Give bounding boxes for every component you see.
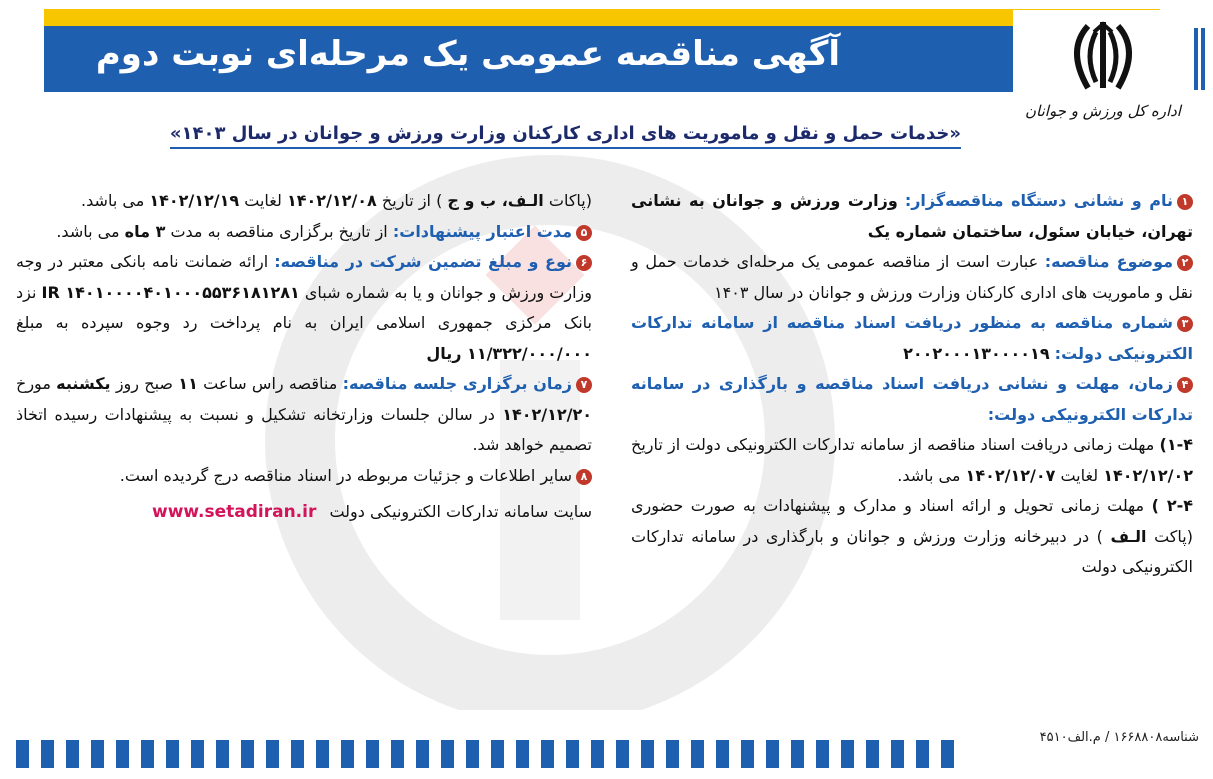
- section-5-heading: مدت اعتبار پیشنهادات:: [392, 221, 572, 241]
- footer-bar: [466, 740, 479, 768]
- footer-identifier: شناسه۱۶۶۸۸۰۸ / م.الف۴۵۱۰: [1039, 730, 1199, 745]
- section-4-2-start-date: ۱۴۰۲/۱۲/۰۸: [287, 191, 377, 210]
- validity-period: ۳ ماه: [124, 221, 166, 241]
- footer-bar: [341, 740, 354, 768]
- meeting-day: یکشنبه: [56, 374, 111, 393]
- footer-bar: [941, 740, 954, 768]
- footer-bar: [66, 740, 79, 768]
- footer-bar: [91, 740, 104, 768]
- section-4-heading: زمان، مهلت و نشانی دریافت اسناد مناقصه و بارگذاری در سامانه تدارکات الکترونیکی دولت:: [631, 374, 1193, 424]
- section-5: [16, 217, 592, 248]
- footer-bar: [366, 740, 379, 768]
- section-1-body: وزارت ورزش و جوانان به نشانی تهران، خیابان سئول، ساختمان شماره یک: [631, 191, 1193, 241]
- footer-bar: [866, 740, 879, 768]
- section-3-number: ۳: [1177, 316, 1193, 332]
- notice-title: آگهی مناقصه عمومی یک مرحله‌ای نوبت دوم: [95, 34, 840, 74]
- section-2-heading: موضوع مناقصه:: [1044, 252, 1174, 271]
- footer-bar: [391, 740, 404, 768]
- section-4-2-label: ۲-۴ ): [1151, 496, 1193, 515]
- header-yellow-strip: [44, 9, 1160, 26]
- footer-decorative-bars: [16, 740, 976, 768]
- right-column: [631, 186, 1193, 583]
- emblem-box: [1013, 10, 1193, 128]
- section-2-number: ۲: [1177, 255, 1193, 271]
- section-4-2: [631, 491, 1193, 583]
- footer-bar: [241, 740, 254, 768]
- footer-bar: [841, 740, 854, 768]
- guarantee-amount: ۱۱/۳۲۲/۰۰۰/۰۰۰ ریال: [426, 343, 592, 363]
- section-4-1-start-date: ۱۴۰۲/۱۲/۰۲: [1103, 465, 1193, 485]
- section-4-2-envelopes: الـف، ب و ج: [447, 191, 544, 210]
- meeting-hour: ۱۱: [178, 374, 198, 393]
- section-6-heading: نوع و مبلغ تضمین شرکت در مناقصه:: [274, 252, 572, 271]
- section-7-heading: زمان برگزاری جلسه مناقصه:: [342, 374, 573, 393]
- section-7-number: ۷: [576, 377, 592, 393]
- title-banner: [44, 26, 1160, 92]
- footer-bar: [516, 740, 529, 768]
- section-4-2-end: می باشد.: [81, 191, 145, 210]
- section-4-1: [631, 430, 1193, 491]
- footer-bar: [316, 740, 329, 768]
- section-7-body-b: صبح روز: [115, 374, 174, 393]
- section-3-heading: شماره مناقصه به منظور دریافت اسناد مناقصه از سامانه تدارکات الکترونیکی دولت:: [631, 313, 1193, 363]
- section-4-1-end: می باشد.: [897, 465, 961, 485]
- section-5-number: ۵: [576, 225, 592, 241]
- footer-bar: [691, 740, 704, 768]
- section-4-2-text: مهلت زمانی تحویل و ارائه اسناد و مدارک و پیشنهادات به صورت حضوری (پاکت: [631, 496, 1193, 546]
- left-column: [16, 186, 592, 528]
- tender-number: ۲۰۰۲۰۰۰۱۳۰۰۰۰۱۹: [903, 343, 1050, 363]
- footer-bar: [891, 740, 904, 768]
- section-4: [631, 369, 1193, 430]
- section-1-number: ۱: [1177, 194, 1193, 210]
- footer-bar: [191, 740, 204, 768]
- website-link[interactable]: www.setadiran.ir: [151, 502, 317, 522]
- footer-bar: [591, 740, 604, 768]
- footer-bar: [291, 740, 304, 768]
- section-4-2-envelope: الـف: [1110, 526, 1147, 546]
- section-4-1-end-date: ۱۴۰۲/۱۲/۰۷: [965, 465, 1056, 485]
- section-4-2-end-date: ۱۴۰۲/۱۲/۱۹: [149, 191, 240, 210]
- section-4-2-cont-a: (پاکات: [548, 191, 592, 210]
- footer-bar: [766, 740, 779, 768]
- footer-bar: [541, 740, 554, 768]
- section-2-body: عبارت است از مناقصه عمومی یک مرحله‌ای خدمات حمل و نقل و ماموریت های اداری کارکنان وزارت ورزش و جوانان در سال ۱۴۰۳: [631, 252, 1193, 302]
- website-line: [16, 497, 592, 528]
- section-6-body-b: نزد بانک مرکزی جمهوری اسلامی ایران به نام پرداخت رد وجوه سپرده به مبلغ: [16, 282, 592, 332]
- section-8-body: سایر اطلاعات و جزئیات مربوطه در اسناد مناقصه درج گردیده است.: [119, 465, 572, 485]
- footer-bar: [641, 740, 654, 768]
- header-side-bars: [1191, 28, 1205, 90]
- notice-subtitle: «خدمات حمل و نقل و ماموریت های اداری کارکنان وزارت ورزش و جوانان در سال ۱۴۰۳»: [170, 123, 961, 149]
- section-7-body: مناقصه راس ساعت: [203, 374, 338, 393]
- section-4-2-until: لغایت: [244, 191, 282, 210]
- footer-bar: [616, 740, 629, 768]
- section-1: [631, 186, 1193, 247]
- footer-bar: [441, 740, 454, 768]
- footer-bar: [666, 740, 679, 768]
- footer-bar: [266, 740, 279, 768]
- footer-bar: [141, 740, 154, 768]
- iban-number: IR ۱۴۰۱۰۰۰۰۴۰۱۰۰۰۵۵۳۶۱۸۱۲۸۱: [41, 282, 300, 302]
- footer-bar: [566, 740, 579, 768]
- section-4-2-text-b: ) در دبیرخانه وزارت ورزش و جوانان و بارگذاری در سامانه تدارکات الکترونیکی دولت: [631, 526, 1193, 576]
- section-7-body-c: مورخ: [16, 374, 51, 393]
- section-4-number: ۴: [1177, 377, 1193, 393]
- section-7-body-d: در سالن جلسات وزارتخانه تشکیل و نسبت به پیشنهادات رسیده اتخاذ تصمیم خواهد شد.: [16, 404, 592, 454]
- section-8-number: ۸: [576, 469, 592, 485]
- footer-bar: [491, 740, 504, 768]
- section-6-number: ۶: [576, 255, 592, 271]
- section-5-body: از تاریخ برگزاری مناقصه به مدت: [170, 221, 388, 241]
- footer-bar: [816, 740, 829, 768]
- organization-name: اداره کل ورزش و جوانان: [1025, 102, 1181, 120]
- section-7: [16, 369, 592, 461]
- footer-bar: [791, 740, 804, 768]
- website-label: سایت سامانه تدارکات الکترونیکی دولت: [329, 502, 592, 521]
- section-6-body: ارائه ضمانت نامه بانکی معتبر در وجه وزارت ورزش و جوانان و یا به شماره شبای: [16, 252, 592, 302]
- section-2: [631, 247, 1193, 308]
- footer-bar: [41, 740, 54, 768]
- section-4-1-text: مهلت زمانی دریافت اسناد مناقصه از سامانه تدارکات الکترونیکی دولت از تاریخ: [631, 435, 1155, 454]
- footer-bar: [741, 740, 754, 768]
- footer-bar: [216, 740, 229, 768]
- section-6: [16, 247, 592, 369]
- section-8: [16, 461, 592, 492]
- iran-emblem-icon: [1058, 18, 1148, 98]
- section-4-2-continued: [16, 186, 592, 217]
- meeting-date: ۱۴۰۲/۱۲/۲۰: [502, 404, 592, 424]
- section-5-end: می باشد.: [56, 221, 120, 241]
- footer-bar: [916, 740, 929, 768]
- footer-bar: [416, 740, 429, 768]
- section-4-1-until: لغایت: [1060, 465, 1099, 485]
- section-4-2-cont-b: ) از تاریخ: [381, 191, 443, 210]
- footer-bar: [116, 740, 129, 768]
- section-1-heading: نام و نشانی دستگاه مناقصه‌گزار:: [904, 191, 1173, 210]
- footer-bar: [166, 740, 179, 768]
- section-3: [631, 308, 1193, 369]
- footer-bar: [16, 740, 29, 768]
- section-4-1-label: ۱-۴): [1159, 435, 1193, 454]
- footer-bar: [716, 740, 729, 768]
